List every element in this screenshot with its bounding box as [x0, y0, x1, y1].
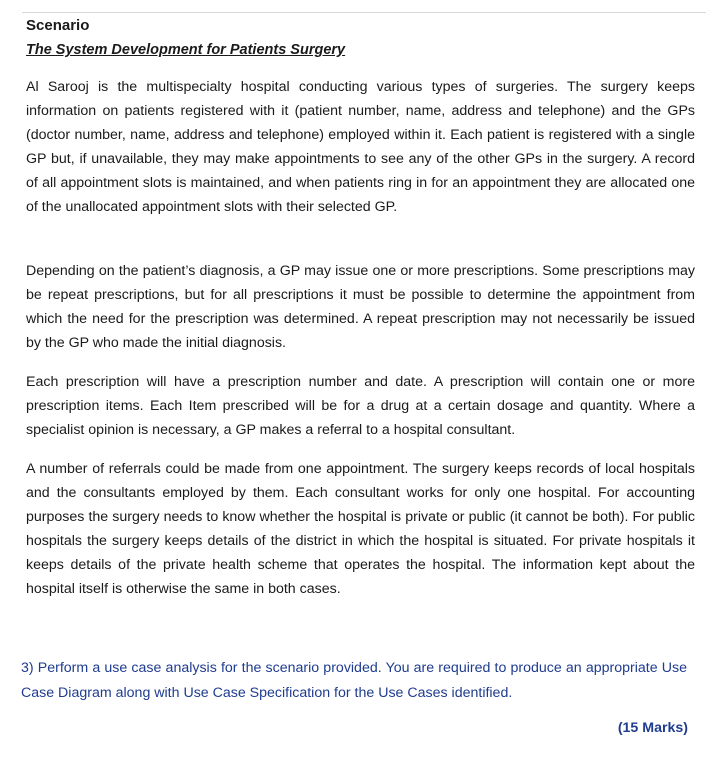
scenario-paragraph-4: A number of referrals could be made from one appointment. The surgery keeps records of local hospitals and the consultants employed by them. Each consultant works for only one hospital. For accounting purposes the surgery needs to know whether the hospital is private or public (it cannot be both). For public hospitals the surgery keeps details of the district in which the hospital is situated. For private hospitals it keeps details of the private health scheme that operates the hospital. The information kept about the hospital itself is otherwise the same in both cases. [26, 461, 695, 597]
marks-label: (15 Marks) [617, 720, 688, 736]
top-divider [22, 12, 706, 13]
scenario-heading: Scenario [26, 17, 90, 34]
question-text: 3) Perform a use case analysis for the scenario provided. You are required to produce an appropriate Use Case Diagram along with Use Case Specification for the Use Cases identified. [21, 660, 687, 701]
scenario-paragraph-2: Depending on the patient’s diagnosis, a GP may issue one or more prescriptions. Some prescriptions may be repeat prescriptions, but for all prescriptions it must be possible to determine the appointment from which the need for the prescription was determined. A repeat prescription may not necessarily be issued by the GP who made the initial diagnosis. [26, 263, 695, 351]
scenario-paragraph-1: Al Sarooj is the multispecialty hospital conducting various types of surgeries. The surgery keeps information on patients registered with it (patient number, name, address and telephone) and the GPs (doctor number, name, address and telephone) employed within it. Each patient is registered with a single GP but, if unavailable, they may make appointments to see any of the other GPs in the surgery. A record of all appointment slots is maintained, and when patients ring in for an appointment they are allocated one of the unallocated appointment slots with their selected GP. [26, 79, 695, 215]
scenario-paragraph-3: Each prescription will have a prescription number and date. A prescription will contain one or more prescription items. Each Item prescribed will be for a drug at a certain dosage and quantity. Where a specialist opinion is necessary, a GP makes a referral to a hospital consultant. [26, 374, 695, 438]
scenario-title: The System Development for Patients Surgery [26, 42, 346, 58]
